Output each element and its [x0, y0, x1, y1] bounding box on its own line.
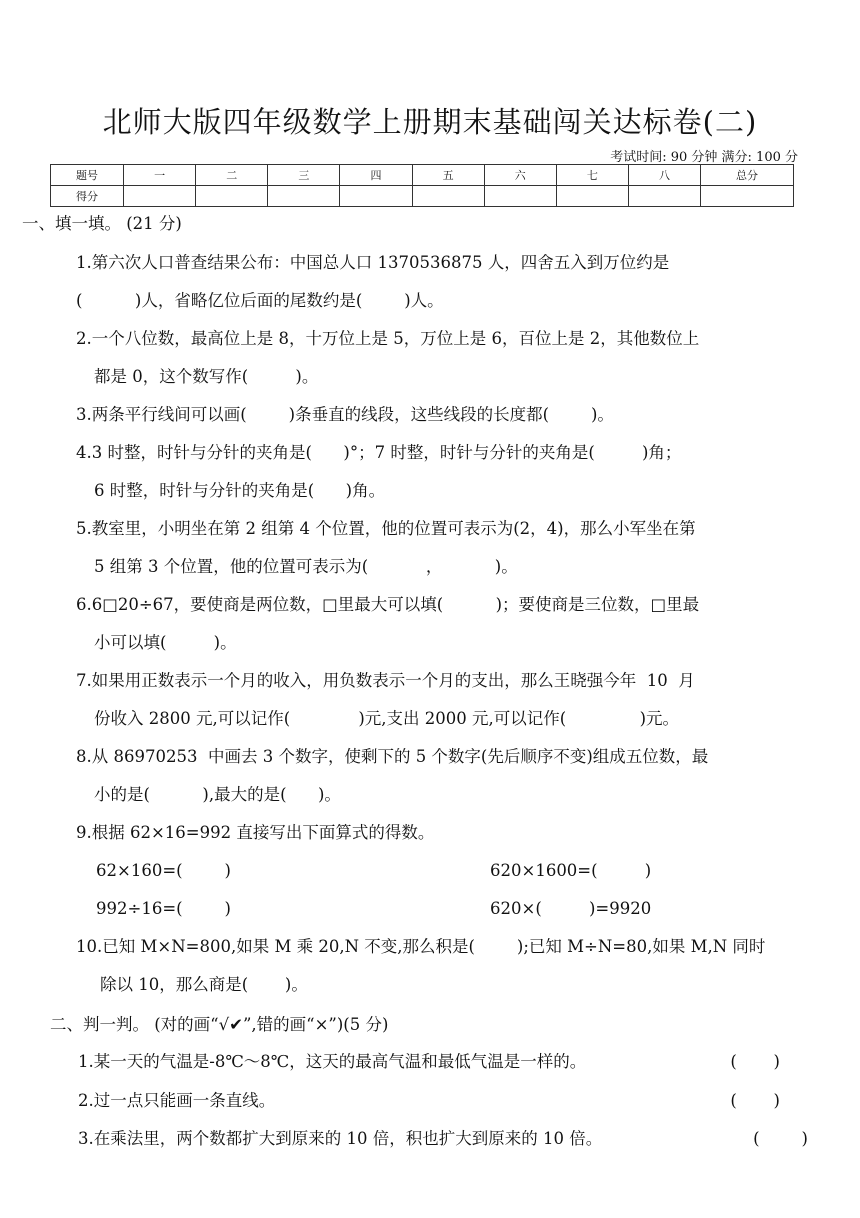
judge-item-3-answer[interactable]: ( ) [753, 1129, 808, 1148]
score-cell[interactable] [340, 186, 412, 207]
score-table [50, 164, 794, 207]
score-table-header-cell: 五 [412, 165, 484, 186]
section2-heading: 二、判一判。 (对的画“√✔”,错的画“×”)(5 分) [50, 1015, 389, 1034]
question-7-line-1: 7.如果用正数表示一个月的收入，用负数表示一个月的支出，那么王晓强今年 10 月 [76, 671, 695, 690]
question-8-line-2: 小的是( ),最大的是( )。 [94, 785, 341, 804]
question-2-line-1: 2.一个八位数，最高位上是 8，十万位上是 5，万位上是 6，百位上是 2，其他数位上 [76, 329, 700, 348]
score-table-header-cell: 四 [340, 165, 412, 186]
score-table-header-row [51, 165, 794, 186]
judge-item-2-text: 2.过一点只能画一条直线。 [78, 1091, 276, 1110]
score-cell[interactable] [484, 186, 556, 207]
question-10-line-1: 10.已知 M×N=800,如果 M 乘 20,N 不变,那么积是( );已知 M÷N=80,如果 M,N 同时 [76, 937, 766, 956]
judge-item-1-text: 1.某一天的气温是-8℃～8℃，这天的最高气温和最低气温是一样的。 [78, 1052, 587, 1071]
score-table-header-cell: 二 [196, 165, 268, 186]
question-4-line-1: 4.3 时整，时针与分针的夹角是( )°；7 时整，时针与分针的夹角是( )角； [76, 443, 682, 462]
page-title: 北师大版四年级数学上册期末基础闯关达标卷(二) [102, 105, 758, 139]
question-9-item: 620×1600=( ) [490, 861, 652, 880]
score-table-score-row [51, 186, 794, 207]
question-5-line-1: 5.教室里，小明坐在第 2 组第 4 个位置，他的位置可表示为(2，4)，那么小军坐在第 [76, 519, 696, 538]
question-6-line-1: 6.6□20÷67，要使商是两位数，□里最大可以填( )；要使商是三位数，□里最 [76, 595, 700, 614]
judge-item-1-answer[interactable]: ( ) [730, 1052, 780, 1071]
score-cell[interactable] [701, 186, 794, 207]
exam-meta: 考试时间: 90 分钟 满分: 100 分 [610, 150, 798, 165]
question-6-line-2: 小可以填( )。 [94, 633, 237, 652]
score-table-header-cell: 六 [484, 165, 556, 186]
question-1-line-2: ( )人，省略亿位后面的尾数约是( )人。 [76, 291, 444, 310]
score-row-label: 得分 [51, 186, 124, 207]
judge-item-2-answer[interactable]: ( ) [730, 1091, 780, 1110]
question-9-item: 620×( )=9920 [490, 899, 652, 918]
question-5-line-2: 5 组第 3 个位置，他的位置可表示为( ， )。 [94, 557, 518, 576]
score-table-header-cell: 总分 [701, 165, 794, 186]
score-cell[interactable] [628, 186, 700, 207]
score-cell[interactable] [196, 186, 268, 207]
score-table-header-cell: 一 [124, 165, 196, 186]
judge-item-3-text: 3.在乘法里，两个数都扩大到原来的 10 倍，积也扩大到原来的 10 倍。 [78, 1129, 603, 1148]
score-cell[interactable] [124, 186, 196, 207]
question-1-line-1: 1.第六次人口普查结果公布：中国总人口 1370536875 人，四舍五入到万位约是 [76, 253, 670, 272]
question-7-line-2: 份收入 2800 元,可以记作( )元,支出 2000 元,可以记作( )元。 [94, 709, 680, 728]
question-9-item: 992÷16=( ) [96, 899, 231, 918]
score-cell[interactable] [268, 186, 340, 207]
score-cell[interactable] [412, 186, 484, 207]
question-2-line-2: 都是 0，这个数写作( )。 [94, 367, 319, 386]
score-table-header-cell: 八 [628, 165, 700, 186]
question-4-line-2: 6 时整，时针与分针的夹角是( )角。 [94, 481, 386, 500]
score-table-header-cell: 七 [556, 165, 628, 186]
question-9-item: 62×160=( ) [96, 861, 231, 880]
section1-heading: 一、填一填。 (21 分) [22, 214, 182, 233]
question-3-line-1: 3.两条平行线间可以画( )条垂直的线段，这些线段的长度都( )。 [76, 405, 614, 424]
score-table-header-cell: 三 [268, 165, 340, 186]
question-10-line-2: 除以 10，那么商是( )。 [100, 975, 308, 994]
question-9-intro: 9.根据 62×16=992 直接写出下面算式的得数。 [76, 823, 435, 842]
score-cell[interactable] [556, 186, 628, 207]
score-table-header-cell: 题号 [51, 165, 124, 186]
question-8-line-1: 8.从 86970253 中画去 3 个数字，使剩下的 5 个数字(先后顺序不变)组成五位数，最 [76, 747, 709, 766]
